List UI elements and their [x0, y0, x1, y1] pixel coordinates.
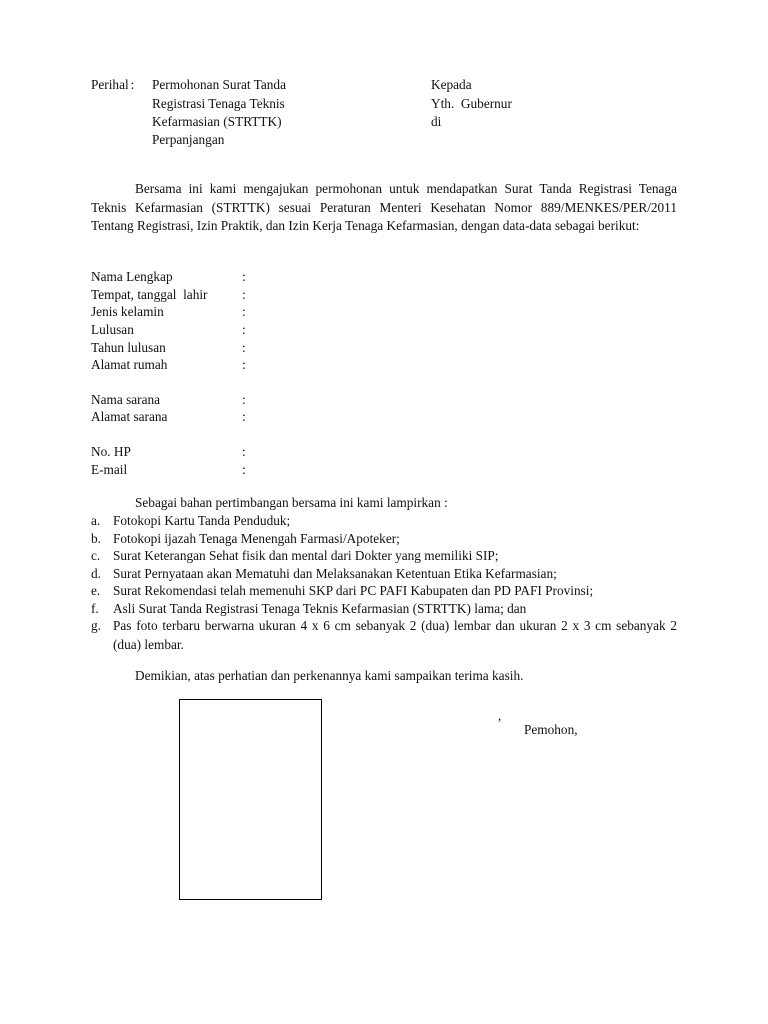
subject-line-4: Perpanjangan: [152, 132, 225, 147]
field-label-hp: No. HP: [91, 444, 131, 459]
field-colon: :: [242, 357, 246, 372]
field-label-alamat-sarana: Alamat sarana: [91, 409, 168, 424]
recipient-line-1: Kepada: [431, 77, 472, 92]
attachment-text: Surat Pernyataan akan Mematuhi dan Melaksanakan Ketentuan Etika Kefarmasian;: [113, 566, 557, 581]
subject-line-1: Permohonan Surat Tanda: [152, 77, 286, 92]
attachment-text: Pas foto terbaru berwarna ukuran 4 x 6 cm sebanyak 2 (dua) lembar dan ukuran 2 x 3 cm sebanyak 2 (dua) lembar.: [113, 618, 677, 652]
field-colon: :: [242, 462, 246, 477]
field-colon: :: [242, 392, 246, 407]
field-label-jenis-kelamin: Jenis kelamin: [91, 304, 164, 319]
subject-line-3: Kefarmasian (STRTTK): [152, 114, 282, 129]
field-label-email: E-mail: [91, 462, 128, 477]
attachment-letter: a.: [91, 513, 101, 528]
attachment-text: Surat Keterangan Sehat fisik dan mental dari Dokter yang memiliki SIP;: [113, 548, 499, 563]
field-label-lulusan: Lulusan: [91, 322, 134, 337]
field-colon: :: [242, 409, 246, 424]
field-colon: :: [242, 287, 246, 302]
field-label-alamat-rumah: Alamat rumah: [91, 357, 168, 372]
place-date-comma: ,: [498, 708, 502, 723]
field-colon: :: [242, 304, 246, 319]
field-label-nama-sarana: Nama sarana: [91, 392, 161, 407]
attachment-letter: c.: [91, 548, 101, 563]
attachment-letter: f.: [91, 601, 99, 616]
field-colon: :: [242, 322, 246, 337]
field-label-nama: Nama Lengkap: [91, 269, 173, 284]
intro-paragraph: Bersama ini kami mengajukan permohonan untuk mendapatkan Surat Tanda Registrasi Tenaga Teknis Kefarmasian (STRTTK) sesuai Peraturan Menteri Kesehatan Nomor 889/MENKES/PER/2011 Tentang Registrasi, Izin Praktik, dan Izin Kerja Tenaga Kefarmasian, dengan data-data sebagai berikut:: [91, 181, 677, 233]
field-colon: :: [242, 340, 246, 355]
attachment-letter: b.: [91, 531, 101, 546]
attachment-letter: g.: [91, 618, 101, 633]
attachment-letter: e.: [91, 583, 101, 598]
photo-placeholder-box: [179, 699, 322, 900]
field-colon: :: [242, 269, 246, 284]
closing-sentence: Demikian, atas perhatian dan perkenannya kami sampaikan terima kasih.: [135, 668, 524, 683]
attachment-letter: d.: [91, 566, 101, 581]
subject-line-2: Registrasi Tenaga Teknis: [152, 96, 285, 111]
attachment-text: Surat Rekomendasi telah memenuhi SKP dari PC PAFI Kabupaten dan PD PAFI Provinsi;: [113, 583, 594, 598]
applicant-label: Pemohon,: [524, 722, 578, 737]
attachment-text: Asli Surat Tanda Registrasi Tenaga Teknis Kefarmasian (STRTTK) lama; dan: [113, 601, 527, 616]
attachment-text: Fotokopi ijazah Tenaga Menengah Farmasi/Apoteker;: [113, 531, 400, 546]
attachment-text: Fotokopi Kartu Tanda Penduduk;: [113, 513, 291, 528]
field-colon: :: [242, 444, 246, 459]
field-label-ttl: Tempat, tanggal lahir: [91, 287, 208, 302]
field-label-tahun-lulusan: Tahun lulusan: [91, 340, 166, 355]
perihal-label: Perihal :: [91, 77, 135, 92]
recipient-line-2: Yth. Gubernur: [431, 96, 512, 111]
attachments-intro: Sebagai bahan pertimbangan bersama ini kami lampirkan :: [135, 495, 448, 510]
recipient-line-3: di: [431, 114, 442, 129]
